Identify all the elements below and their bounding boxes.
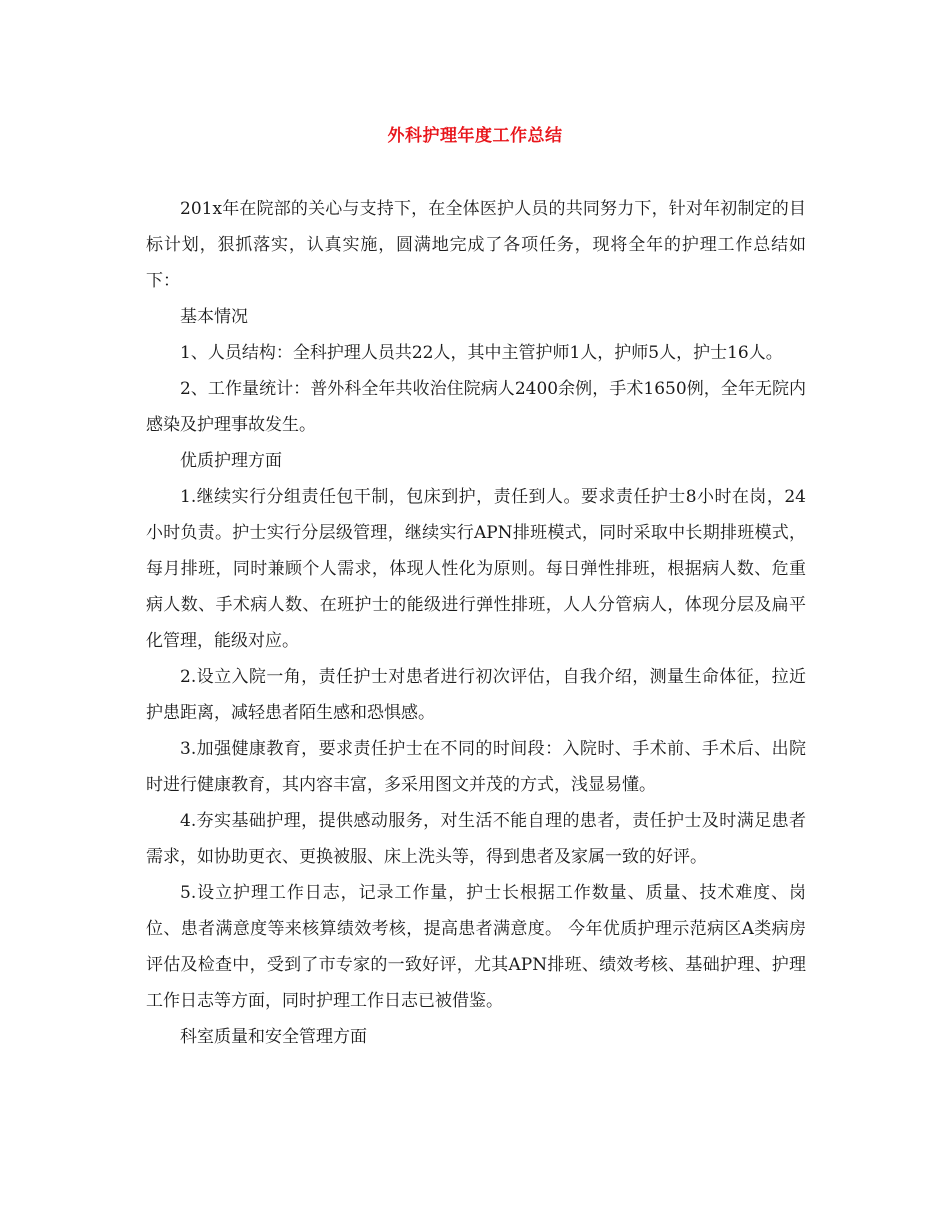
section-heading-basic-info: 基本情况	[180, 307, 248, 327]
paragraph-workload-stats: 2、工作量统计：普外科全年共收治住院病人2400余例，手术1650例，全年无院内感染及护理事故发生。	[146, 379, 806, 435]
paragraph-quality-item-1: 1.继续实行分组责任包干制，包床到护，责任到人。要求责任护士8小时在岗，24小时负责。护士实行分层级管理，继续实行APN排班模式，同时采取中长期排班模式，每月排班，同时兼顾个人需求，体现人性化为原则。每日弹性排班，根据病人数、危重病人数、手术病人数、在班护士的能级进行弹性排班，人人分管病人，体现分层及扁平化管理，能级对应。	[146, 487, 806, 651]
paragraph-quality-item-4: 4.夯实基础护理，提供感动服务，对生活不能自理的患者，责任护士及时满足患者需求，如协助更衣、更换被服、床上洗头等，得到患者及家属一致的好评。	[146, 811, 806, 867]
paragraph-quality-item-2: 2.设立入院一角，责任护士对患者进行初次评估，自我介绍，测量生命体征，拉近护患距离，减轻患者陌生感和恐惧感。	[146, 667, 806, 723]
section-heading-quality-safety: 科室质量和安全管理方面	[180, 1027, 367, 1047]
paragraph-quality-item-3: 3.加强健康教育，要求责任护士在不同的时间段：入院时、手术前、手术后、出院时进行健康教育，其内容丰富，多采用图文并茂的方式，浅显易懂。	[146, 739, 806, 795]
paragraph-intro: 201x年在院部的关心与支持下，在全体医护人员的共同努力下，针对年初制定的目标计划，狠抓落实，认真实施，圆满地完成了各项任务，现将全年的护理工作总结如下：	[146, 199, 806, 291]
paragraph-staff-structure: 1、人员结构：全科护理人员共22人，其中主管护师1人，护师5人，护士16人。	[180, 343, 783, 363]
paragraph-quality-item-5: 5.设立护理工作日志，记录工作量，护士长根据工作数量、质量、技术难度、岗位、患者满意度等来核算绩效考核，提高患者满意度。 今年优质护理示范病区A类病房评估及检查中，受到了市专家的一致好评，尤其APN排班、绩效考核、基础护理、护理工作日志等方面，同时护理工作日志已被借鉴。	[146, 883, 806, 1011]
document-body	[146, 191, 806, 1055]
section-heading-quality-care: 优质护理方面	[180, 451, 282, 471]
document-title: 外科护理年度工作总结	[387, 126, 563, 146]
